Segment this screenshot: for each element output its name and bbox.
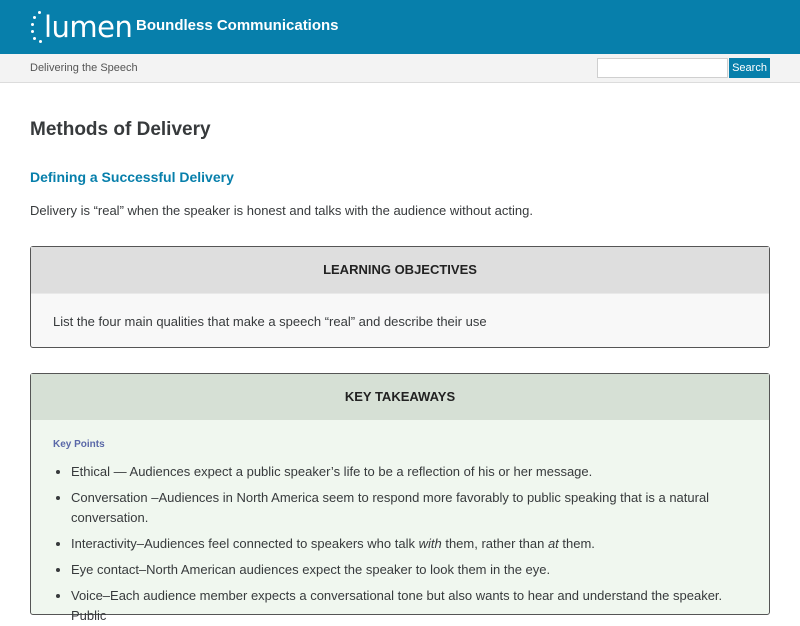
logo-text: lumen xyxy=(44,10,133,44)
page-title: Methods of Delivery xyxy=(30,119,211,140)
search-button[interactable]: Search xyxy=(729,58,770,78)
emphasis-text: at xyxy=(547,536,559,551)
list-item-text: them. xyxy=(558,536,595,551)
key-takeaways-heading: KEY TAKEAWAYS xyxy=(31,374,769,420)
section-heading: Defining a Successful Delivery xyxy=(30,169,234,185)
list-item: • Voice–Each audience member expects a conversational tone but also wants to hear and understand the speaker. Public xyxy=(71,586,769,626)
search-input[interactable] xyxy=(597,58,728,78)
breadcrumb[interactable]: Delivering the Speech xyxy=(30,62,138,74)
logo-dots-icon xyxy=(30,10,44,44)
list-item-text: them, rather than xyxy=(441,536,548,551)
list-item: • Conversation –Audiences in North America seem to respond more favorably to public speaking that is a natural conversation. xyxy=(71,488,769,528)
site-title[interactable]: Boundless Communications xyxy=(136,17,339,34)
breadcrumb-bar xyxy=(0,54,800,83)
list-item: • Eye contact–North American audiences expect the speaker to look them in the eye. xyxy=(71,560,769,580)
list-item: • Ethical — Audiences expect a public speaker’s life to be a reflection of his or her message. xyxy=(71,462,769,482)
key-points-label: Key Points xyxy=(53,439,105,450)
intro-text: Delivery is “real” when the speaker is honest and talks with the audience without acting. xyxy=(30,203,533,218)
list-item xyxy=(71,534,769,554)
key-points-list xyxy=(31,462,769,626)
lumen-logo[interactable] xyxy=(30,10,132,44)
learning-objectives-text: List the four main qualities that make a speech “real” and describe their use xyxy=(53,314,487,329)
emphasis-text: with xyxy=(418,536,442,551)
list-item-text: Interactivity–Audiences feel connected to speakers who talk xyxy=(71,536,419,551)
key-takeaways-box xyxy=(30,373,770,623)
learning-objectives-box xyxy=(30,246,770,348)
learning-objectives-heading: LEARNING OBJECTIVES xyxy=(31,247,769,294)
top-navbar xyxy=(0,0,800,54)
